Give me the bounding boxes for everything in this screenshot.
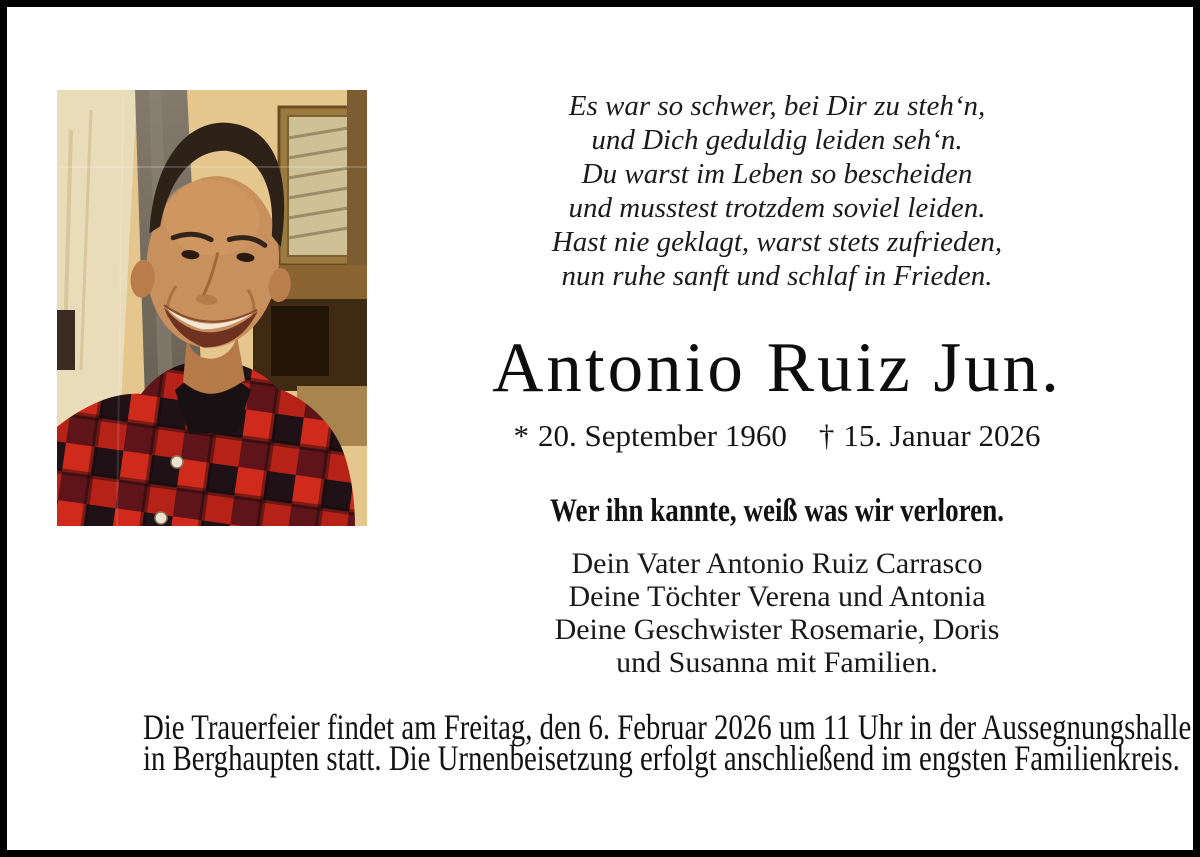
mourner-line: Deine Töchter Verena und Antonia (568, 580, 986, 613)
poem-line: und Dich geduldig leiden seh‘n. (591, 124, 963, 156)
mourner-line: Deine Geschwister Rosemarie, Doris (554, 613, 1000, 646)
shirt-button (171, 456, 183, 468)
birth-date: 20. September 1960 (538, 418, 787, 453)
mourner-line: Dein Vater Antonio Ruiz Carrasco (571, 547, 983, 580)
tribute-line: Wer ihn kannte, weiß was wir verloren. (549, 493, 1005, 529)
shirt-button (155, 512, 167, 524)
poem-line: Hast nie geklagt, warst stets zufrieden, (551, 226, 1003, 258)
birth-date-group (514, 420, 787, 451)
death-date-group (819, 420, 1041, 451)
poem-line: und musstest trotzdem soviel leiden. (568, 192, 986, 224)
poem-line: Du warst im Leben so bescheiden (581, 158, 973, 190)
funeral-info-line: Die Trauerfeier findet am Freitag, den 6. Februar 2026 um 11 Uhr in der Aussegnungshalle (143, 707, 1192, 747)
funeral-info-line: in Berghaupten statt. Die Urnenbeisetzung erfolgt anschließend im engsten Familienkreis. (143, 738, 1180, 778)
mourners-list (407, 547, 1147, 679)
poem-line: Es war so schwer, bei Dir zu steh‘n, (568, 90, 986, 122)
death-cross-icon: † (818, 418, 835, 453)
deceased-name: Antonio Ruiz Jun. (492, 329, 1062, 407)
memorial-poem (447, 89, 1107, 293)
death-date: 15. Januar 2026 (843, 418, 1041, 453)
picture-frame (279, 107, 357, 265)
life-dates (407, 420, 1147, 451)
poem-line: nun ruhe sanft und schlaf in Frieden. (561, 260, 993, 292)
mourner-line: und Susanna mit Familien. (616, 646, 938, 679)
birth-star-icon: * (513, 418, 529, 453)
funeral-info (27, 707, 1192, 778)
portrait-photo (57, 90, 367, 526)
portrait-photo-svg (57, 90, 367, 526)
